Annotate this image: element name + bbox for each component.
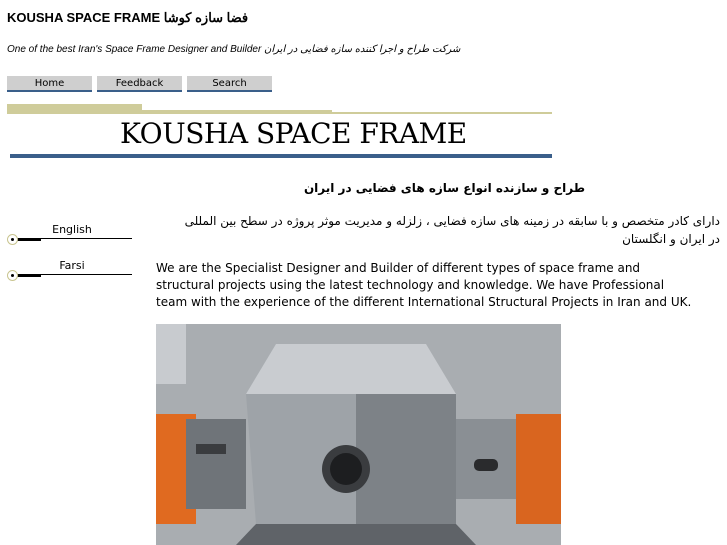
language-label: English xyxy=(52,223,92,236)
farsi-paragraph: دارای کادر متخصص و با سابقه در زمینه های سازه فضایی ، زلزله و مدیریت موثر پروژه در سطح بین المللی در ایران و انگلستان xyxy=(184,214,720,246)
nav-feedback-button[interactable]: Feedback xyxy=(97,76,182,92)
farsi-heading: طراح و سازنده انواع سازه های فضایی در ایران xyxy=(303,181,585,195)
bullet-icon xyxy=(7,270,18,281)
space-frame-node-photo xyxy=(156,324,561,545)
language-english-link[interactable] xyxy=(7,223,132,244)
language-farsi-link[interactable] xyxy=(7,259,132,280)
site-tagline: One of the best Iran's Space Frame Designer and Builder شرکت طراح و اجرا کننده سازه فضایی در ایران xyxy=(7,44,461,55)
banner-underline xyxy=(10,154,552,158)
site-title: KOUSHA SPACE FRAME فضا سازه کوشا xyxy=(7,10,249,25)
banner xyxy=(7,104,552,160)
nav-home-button[interactable]: Home xyxy=(7,76,92,92)
banner-decor xyxy=(332,112,552,114)
language-label: Farsi xyxy=(59,259,85,272)
banner-text: KOUSHA SPACE FRAME xyxy=(120,117,467,150)
bullet-icon xyxy=(7,234,18,245)
nav-search-button[interactable]: Search xyxy=(187,76,272,92)
english-paragraph: We are the Specialist Designer and Builder of different types of space frame and structural projects using the latest technology and knowledge. We have Professional team with the experience of the different International Structural Projects in Iran and UK. xyxy=(156,261,692,309)
banner-decor xyxy=(7,110,332,114)
